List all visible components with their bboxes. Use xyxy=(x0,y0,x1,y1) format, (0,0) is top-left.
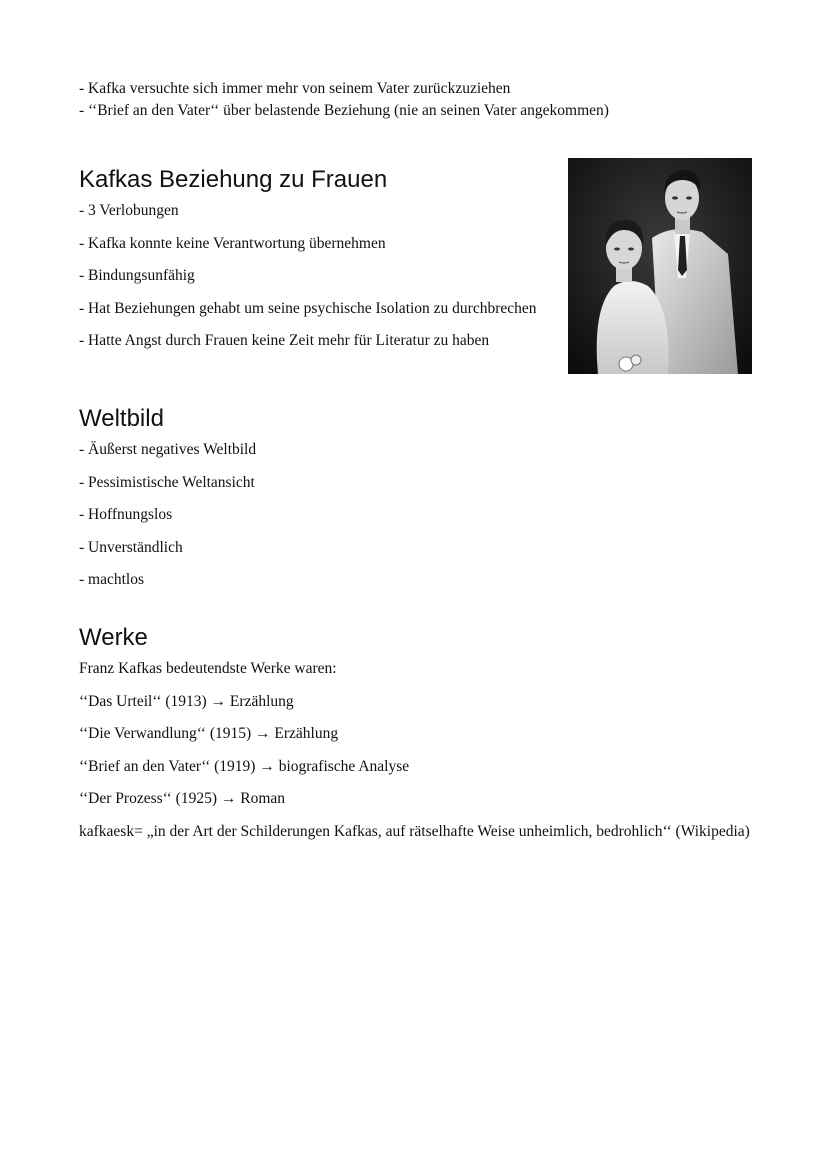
section-heading: Kafkas Beziehung zu Frauen xyxy=(79,166,388,193)
definition-text: kafkaesk= „in der Art der Schilderungen Kafkas, auf rätselhafte Weise unheimlich, bedrohlich‘‘ (Wikipedia) xyxy=(79,822,750,840)
bullet-list xyxy=(79,439,549,591)
list-item: ‘‘Die Verwandlung‘‘ (1915) → Erzählung xyxy=(79,725,339,742)
list-item: - Pessimistische Weltansicht xyxy=(79,473,255,491)
list-item: - Hatte Angst durch Frauen keine Zeit mehr für Literatur zu haben xyxy=(79,332,490,349)
list-item: - machtlos xyxy=(79,571,144,588)
intro-line: - ‘‘Brief an den Vater‘‘ über belastende Beziehung (nie an seinen Vater angekommen) xyxy=(79,102,609,119)
list-item: - Unverständlich xyxy=(79,538,183,556)
section-heading: Werke xyxy=(79,624,148,651)
list-item: - Hat Beziehungen gehabt um seine psychische Isolation zu durchbrechen xyxy=(79,299,537,317)
works-list xyxy=(79,658,769,843)
section-werke xyxy=(79,623,769,853)
section-frauen xyxy=(79,165,549,363)
section-heading: Weltbild xyxy=(79,405,164,432)
list-item: - Bindungsunfähig xyxy=(79,267,195,284)
portrait-photo-icon xyxy=(568,158,752,374)
list-item: - Hoffnungslos xyxy=(79,506,173,523)
list-item: - Äußerst negatives Weltbild xyxy=(79,441,257,458)
list-item: ‘‘Der Prozess‘‘ (1925) → Roman xyxy=(79,790,286,807)
list-item: - 3 Verlobungen xyxy=(79,202,179,219)
intro-line: - Kafka versuchte sich immer mehr von seinem Vater zurückzuziehen xyxy=(79,80,511,97)
intro-block xyxy=(79,78,769,122)
list-item: - Kafka konnte keine Verantwortung übernehmen xyxy=(79,234,386,252)
list-item: ‘‘Brief an den Vater‘‘ (1919) → biografische Analyse xyxy=(79,757,410,775)
section-weltbild xyxy=(79,404,549,602)
list-item: ‘‘Das Urteil‘‘ (1913) → Erzählung xyxy=(79,692,294,710)
bullet-list xyxy=(79,200,549,352)
works-intro: Franz Kafkas bedeutendste Werke waren: xyxy=(79,660,337,677)
